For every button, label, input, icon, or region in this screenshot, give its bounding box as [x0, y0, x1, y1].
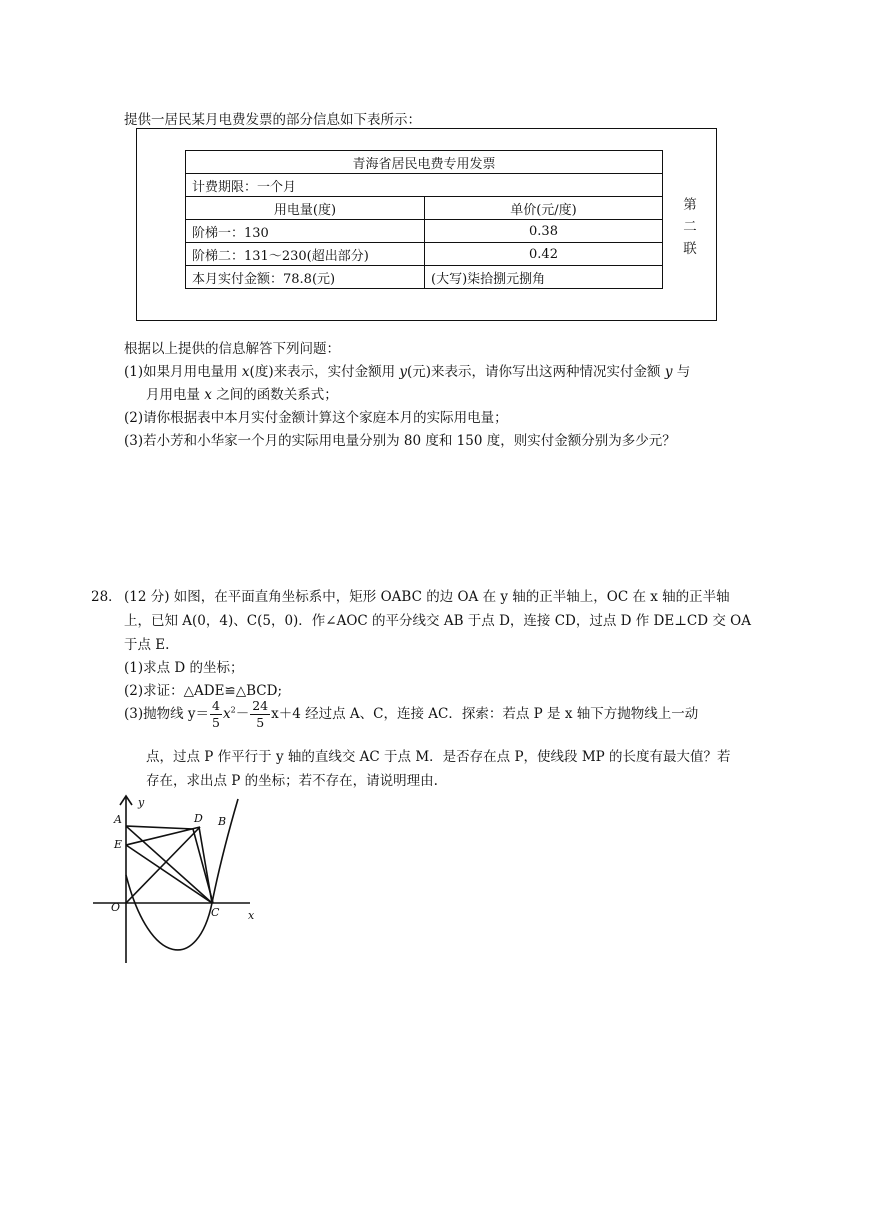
var-x: x: [223, 706, 231, 722]
q27-lead: 根据以上提供的信息解答下列问题：: [124, 341, 340, 357]
q28-part1: (1)求点 D 的坐标；: [124, 660, 244, 676]
price-cell: 0.42: [425, 243, 663, 266]
invoice-title-row: [186, 151, 663, 174]
segment-cd: [199, 827, 212, 903]
fraction-4-5: [210, 698, 222, 731]
label-o: O: [111, 901, 121, 914]
q28-text: x＋4 经过点 A、C，连接 AC．探索：若点 P 是 x 轴下方抛物线上一动: [271, 706, 699, 722]
invoice-period-row: [186, 174, 663, 197]
label-y: y: [138, 796, 145, 809]
usage-header: 用电量(度): [186, 197, 425, 220]
fraction-numerator: 4: [212, 698, 220, 713]
invoice-table: [185, 150, 663, 289]
q28-part3-line2: 点，过点 P 作平行于 y 轴的直线交 AC 于点 M．是否存在点 P，使线段 MP 的长度有最大值？若: [146, 749, 731, 765]
table-row: [186, 243, 663, 266]
price-cell: 0.38: [425, 220, 663, 243]
usage-cell: 阶梯一：130: [186, 220, 425, 243]
var-y: y: [664, 364, 673, 380]
q27-text: 之间的函数关系式；: [211, 387, 338, 403]
q28-line2: 上，已知 A(0，4)、C(5，0)．作∠AOC 的平分线交 AB 于点 D，连接 CD，过点 D 作 DE⊥CD 交 OA: [124, 613, 751, 629]
q27-text: 月用电量: [146, 387, 205, 403]
invoice-period: 计费期限：一个月: [186, 174, 663, 197]
label-b: B: [218, 815, 227, 828]
invoice-title: 青海省居民电费专用发票: [186, 151, 663, 174]
invoice-header-row: [186, 197, 663, 220]
q27-part1-line2: [146, 383, 338, 403]
q27-part1-line1: [124, 360, 690, 380]
usage-cell: 本月实付金额：78.8(元): [186, 266, 425, 289]
segment-od: [126, 827, 200, 903]
segment-ac: [126, 826, 212, 903]
q27-text: 与: [672, 364, 691, 380]
q27-part3: (3)若小芳和小华家一个月的实际用电量分别为 80 度和 150 度，则实付金额分别为多少元？: [124, 433, 676, 449]
var-x: x: [204, 387, 212, 403]
fraction-denominator: 5: [212, 715, 220, 730]
q28-line1: (12 分) 如图，在平面直角坐标系中，矩形 OABC 的边 OA 在 y 轴的正半轴上，OC 在 x 轴的正半轴: [124, 589, 730, 605]
q27-text: (1)如果月用电量用: [124, 364, 242, 380]
side-char: 第: [683, 197, 697, 213]
fraction-denominator: 5: [256, 715, 265, 730]
intro-text: 提供一居民某月电费发票的部分信息如下表所示：: [124, 112, 421, 128]
geometry-figure: [88, 793, 264, 968]
q28-text: (3)抛物线 y＝: [124, 706, 210, 722]
table-row: [186, 266, 663, 289]
q28-line3: 于点 E.: [124, 637, 170, 653]
label-d: D: [194, 812, 203, 825]
table-row: [186, 220, 663, 243]
q28-text: －: [235, 706, 250, 722]
q28-part2: (2)求证：△ADE≌△BCD;: [124, 683, 282, 699]
side-char: 二: [683, 219, 697, 235]
label-a: A: [114, 813, 122, 826]
var-y: y: [399, 364, 408, 380]
q27-text: (度)来表示，实付金额用: [249, 364, 400, 380]
q28-part3-line3: 存在，求出点 P 的坐标；若不存在，请说明理由.: [146, 773, 438, 789]
q27-text: (元)来表示，请你写出这两种情况实付金额: [407, 364, 665, 380]
q27-part2: (2)请你根据表中本月实付金额计算这个家庭本月的实际用电量；: [124, 410, 508, 426]
usage-cell: 阶梯二：131～230(超出部分): [186, 243, 425, 266]
label-c: C: [211, 906, 220, 919]
price-cell: (大写)柒拾捌元捌角: [425, 266, 663, 289]
exponent: 2: [230, 705, 236, 715]
label-x: x: [248, 909, 255, 922]
q28-part3-line1: [124, 698, 698, 731]
q28-number: 28．: [91, 589, 122, 605]
invoice-side-label: [682, 194, 698, 260]
var-x: x: [241, 364, 250, 380]
label-e: E: [114, 838, 123, 851]
fraction-numerator: 24: [252, 698, 269, 713]
side-char: 联: [683, 241, 697, 257]
fraction-24-5: [250, 698, 270, 731]
price-header: 单价(元/度): [425, 197, 663, 220]
